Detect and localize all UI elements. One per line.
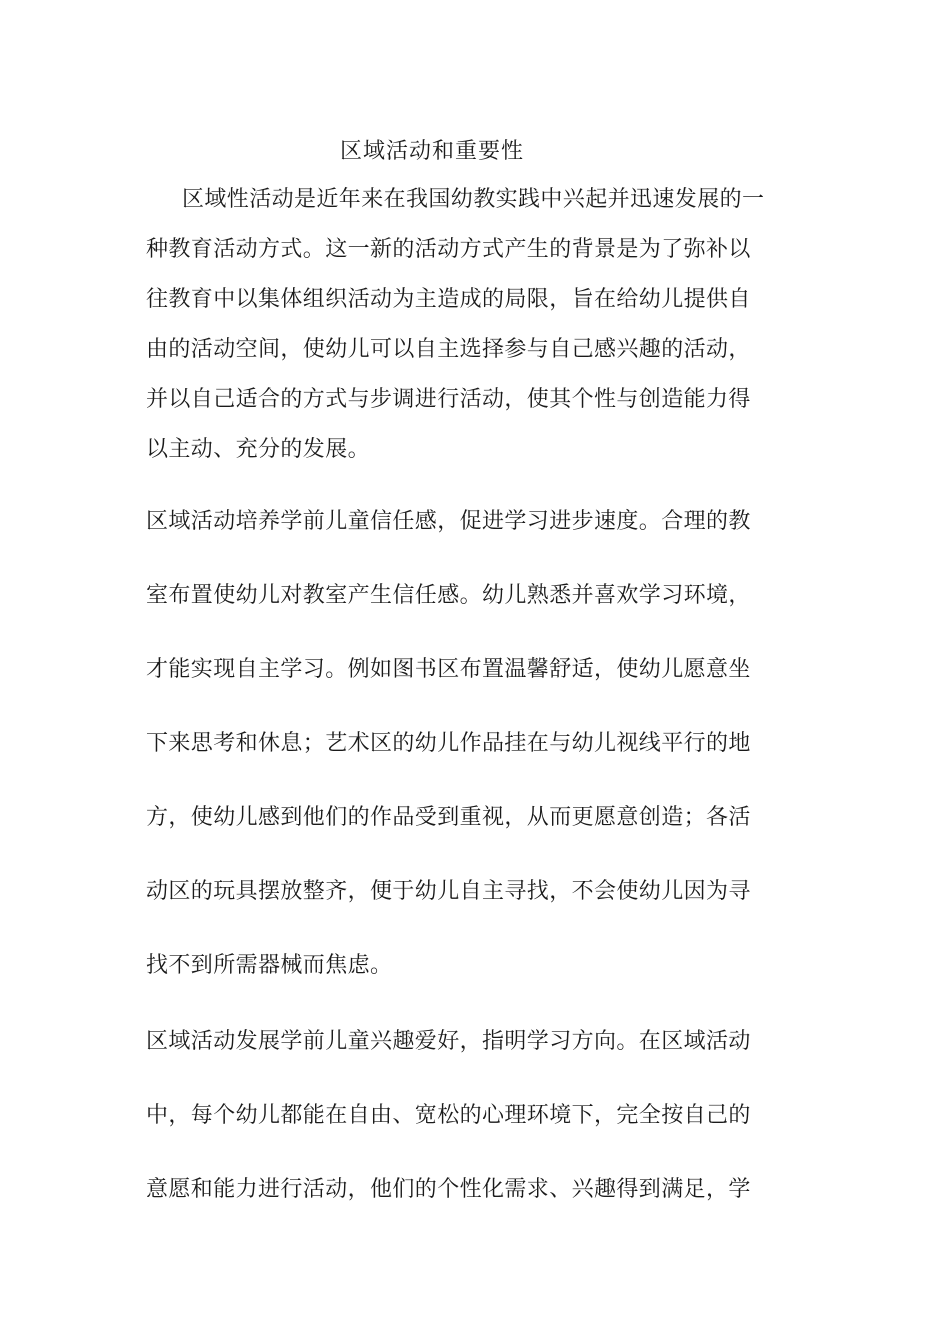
paragraph-2-line: 方，使幼儿感到他们的作品受到重视，从而更愿意创造；各活	[146, 805, 751, 830]
paragraph-1-line: 往教育中以集体组织活动为主造成的局限，旨在给幼儿提供自	[146, 287, 751, 312]
paragraph-2-line: 找不到所需器械而焦虑。	[146, 953, 393, 978]
paragraph-3-line: 意愿和能力进行活动，他们的个性化需求、兴趣得到满足，学	[146, 1177, 751, 1202]
paragraph-2-line: 室布置使幼儿对教室产生信任感。幼儿熟悉并喜欢学习环境，	[146, 583, 751, 608]
paragraph-2-line: 才能实现自主学习。例如图书区布置温馨舒适，使幼儿愿意坐	[146, 657, 751, 682]
paragraph-1-line: 种教育活动方式。这一新的活动方式产生的背景是为了弥补以	[146, 237, 751, 262]
paragraph-2-line: 动区的玩具摆放整齐，便于幼儿自主寻找，不会使幼儿因为寻	[146, 879, 751, 904]
paragraph-2-line: 区域活动培养学前儿童信任感，促进学习进步速度。合理的教	[146, 509, 751, 534]
paragraph-2-line: 下来思考和休息；艺术区的幼儿作品挂在与幼儿视线平行的地	[146, 731, 751, 756]
paragraph-1-line: 由的活动空间，使幼儿可以自主选择参与自己感兴趣的活动，	[146, 337, 751, 362]
paragraph-3-line: 中，每个幼儿都能在自由、宽松的心理环境下，完全按自己的	[146, 1103, 751, 1128]
paragraph-3-line: 区域活动发展学前儿童兴趣爱好，指明学习方向。在区域活动	[146, 1029, 751, 1054]
paragraph-1-line: 并以自己适合的方式与步调进行活动，使其个性与创造能力得	[146, 387, 751, 412]
paragraph-1-line: 以主动、充分的发展。	[146, 437, 371, 462]
paragraph-1-line: 区域性活动是近年来在我国幼教实践中兴起并迅速发展的一	[182, 187, 765, 212]
document-title: 区域活动和重要性	[340, 139, 525, 164]
